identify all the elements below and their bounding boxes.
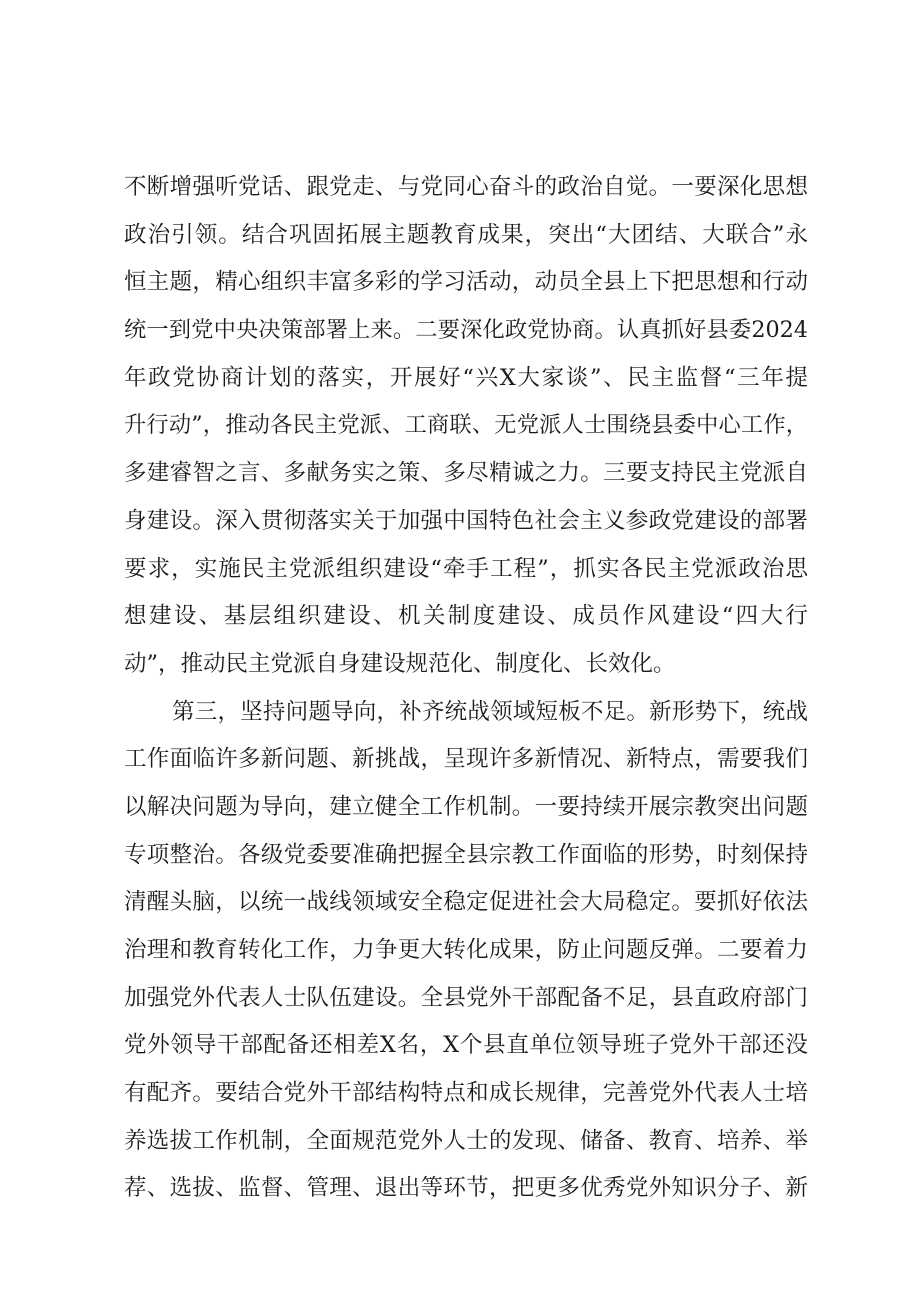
text-line: 升行动”，推动各民主党派、工商联、无党派人士围绕县委中心工作， bbox=[124, 412, 808, 439]
text-line: 想建设、基层组织建设、机关制度建设、成员作风建设“四大行 bbox=[124, 603, 808, 630]
paragraph-first-line: 第三，坚持问题导向，补齐统战领域短板不足。新形势下，统战 bbox=[172, 698, 808, 725]
text-line: 治理和教育转化工作，力争更大转化成果，防止问题反弹。二要着力 bbox=[124, 937, 808, 963]
text-line: 年政党协商计划的落实，开展好“兴X大家谈”、民主监督“三年提 bbox=[124, 364, 808, 391]
text-line: 恒主题，精心组织丰富多彩的学习活动，动员全县上下把思想和行动 bbox=[124, 269, 808, 296]
text-line: 党外领导干部配备还相差X名，X个县直单位领导班子党外干部还没 bbox=[124, 1032, 808, 1059]
text-line: 身建设。深入贯彻落实关于加强中国特色社会主义参政党建设的部署 bbox=[124, 507, 808, 534]
text-line: 工作面临许多新问题、新挑战，呈现许多新情况、新特点，需要我们 bbox=[124, 746, 808, 773]
text-line: 以解决问题为导向，建立健全工作机制。一要持续开展宗教突出问题 bbox=[124, 793, 808, 820]
text-line: 加强党外代表人士队伍建设。全县党外干部配备不足，县直政府部门 bbox=[124, 984, 808, 1011]
text-line: 要求，实施民主党派组织建设“牵手工程”，抓实各民主党派政治思 bbox=[124, 555, 808, 582]
text-line: 有配齐。要结合党外干部结构特点和成长规律，完善党外代表人士培 bbox=[124, 1080, 808, 1107]
text-line: 多建睿智之言、多献务实之策、多尽精诚之力。三要支持民主党派自 bbox=[124, 460, 808, 487]
body-text bbox=[124, 164, 808, 1213]
text-line: 政治引领。结合巩固拓展主题教育成果，突出“大团结、大联合”永 bbox=[124, 221, 808, 248]
text-line: 不断增强听党话、跟党走、与党同心奋斗的政治自觉。一要深化思想 bbox=[124, 174, 808, 200]
text-line: 动”，推动民主党派自身建设规范化、制度化、长效化。 bbox=[124, 650, 676, 677]
text-line: 清醒头脑，以统一战线领域安全稳定促进社会大局稳定。要抓好依法 bbox=[124, 889, 808, 916]
text-line: 养选拔工作机制，全面规范党外人士的发现、储备、教育、培养、举 bbox=[124, 1127, 808, 1154]
text-line: 专项整治。各级党委要准确把握全县宗教工作面临的形势，时刻保持 bbox=[124, 841, 808, 868]
text-line: 统一到党中央决策部署上来。二要深化政党协商。认真抓好县委2024 bbox=[124, 317, 808, 344]
text-line: 荐、选拔、监督、管理、退出等环节，把更多优秀党外知识分子、新 bbox=[124, 1175, 808, 1202]
